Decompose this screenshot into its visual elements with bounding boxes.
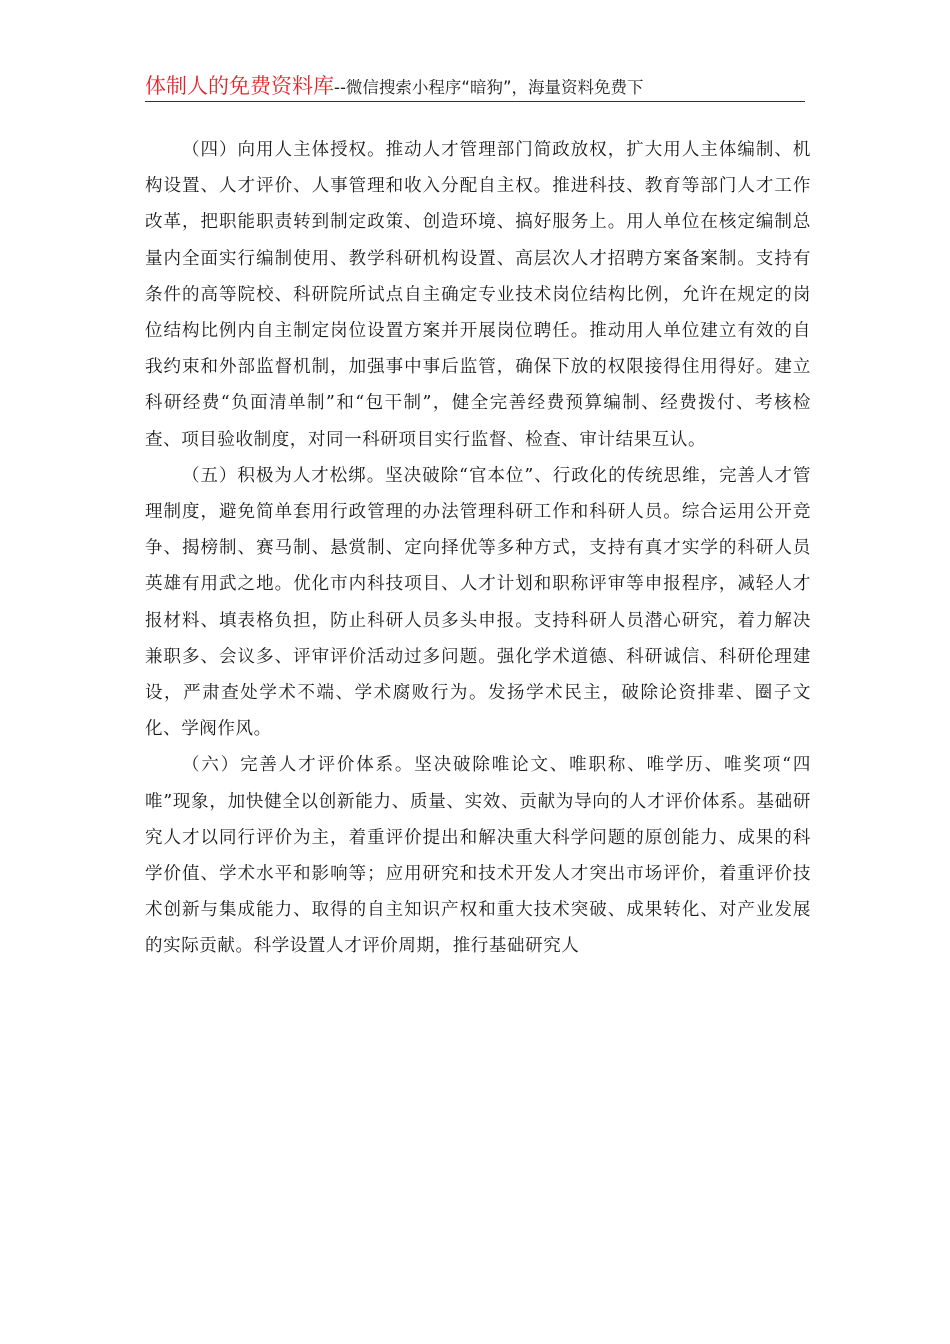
document-body xyxy=(145,132,811,965)
header-divider xyxy=(145,101,805,102)
header-subtitle: --微信搜索小程序“暗狗”，海量资料免费下 xyxy=(334,78,644,97)
paragraph-5: （五）积极为人才松绑。坚决破除“官本位”、行政化的传统思维，完善人才管理制度，避免简单套用行政管理的办法管理科研工作和科研人员。综合运用公开竞争、揭榜制、赛马制、悬赏制、定向择优等多种方式，支持有真才实学的科研人员英雄有用武之地。优化市内科技项目、人才计划和职称评审等申报程序，减轻人才报材料、填表格负担，防止科研人员多头申报。支持科研人员潜心研究，着力解决兼职多、会议多、评审评价活动过多问题。强化学术道德、科研诚信、科研伦理建设，严肃查处学术不端、学术腐败行为。发扬学术民主，破除论资排辈、圈子文化、学阀作风。 xyxy=(145,465,811,740)
page-header xyxy=(145,70,805,102)
header-title: 体制人的免费资料库 xyxy=(145,74,334,98)
paragraph-6: （六）完善人才评价体系。坚决破除唯论文、唯职称、唯学历、唯奖项“四唯”现象，加快健全以创新能力、质量、实效、贡献为导向的人才评价体系。基础研究人才以同行评价为主，着重评价提出和解决重大科学问题的原创能力、成果的科学价值、学术水平和影响等；应用研究和技术开发人才突出市场评价，着重评价技术创新与集成能力、取得的自主知识产权和重大技术突破、成果转化、对产业发展的实际贡献。科学设置人才评价周期，推行基础研究人 xyxy=(145,755,811,957)
paragraph-4: （四）向用人主体授权。推动人才管理部门简政放权，扩大用人主体编制、机构设置、人才评价、人事管理和收入分配自主权。推进科技、教育等部门人才工作改革，把职能职责转到制定政策、创造环境、搞好服务上。用人单位在核定编制总量内全面实行编制使用、教学科研机构设置、高层次人才招聘方案备案制。支持有条件的高等院校、科研院所试点自主确定专业技术岗位结构比例，允许在规定的岗位结构比例内自主制定岗位设置方案并开展岗位聘任。推动用人单位建立有效的自我约束和外部监督机制，加强事中事后监管，确保下放的权限接得住用得好。建立科研经费“负面清单制”和“包干制”，健全完善经费预算编制、经费拨付、考核检查、项目验收制度，对同一科研项目实行监督、检查、审计结果互认。 xyxy=(145,140,811,450)
